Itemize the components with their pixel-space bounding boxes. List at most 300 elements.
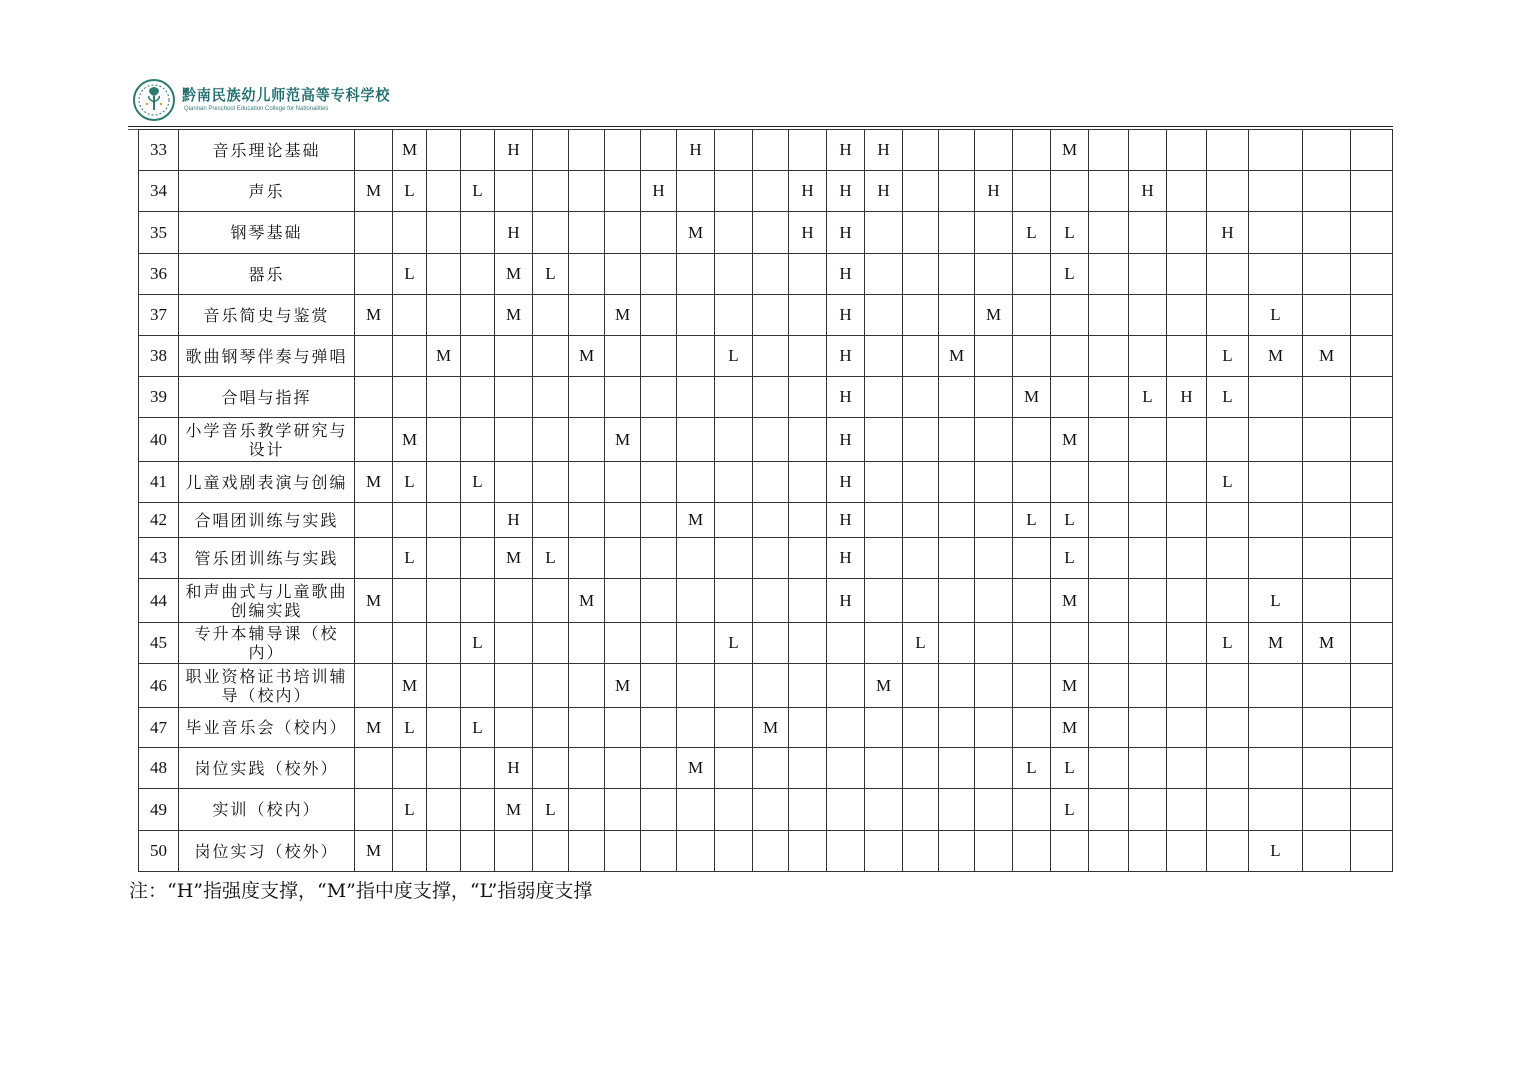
support-level-cell [641, 377, 677, 418]
support-level-cell [1013, 664, 1051, 708]
support-level-cell [939, 418, 975, 462]
support-level-cell [461, 212, 495, 254]
support-level-cell [569, 748, 605, 789]
table-row [139, 377, 1393, 418]
support-level-cell [1249, 171, 1303, 212]
support-level-cell: L [1051, 789, 1089, 831]
support-level-cell: H [827, 171, 865, 212]
support-level-cell [1167, 462, 1207, 503]
support-level-cell [641, 254, 677, 295]
support-level-cell: M [569, 336, 605, 377]
support-level-cell [641, 212, 677, 254]
support-level-cell: H [495, 212, 533, 254]
support-level-cell: L [461, 623, 495, 664]
support-level-cell [939, 212, 975, 254]
support-level-cell [641, 295, 677, 336]
support-level-cell [569, 708, 605, 748]
support-level-cell [677, 831, 715, 872]
row-number: 47 [139, 708, 179, 748]
support-level-cell [753, 831, 789, 872]
support-level-cell: M [495, 789, 533, 831]
support-level-cell [827, 708, 865, 748]
support-level-cell: L [393, 789, 427, 831]
support-level-cell [827, 664, 865, 708]
support-level-cell [1207, 664, 1249, 708]
support-level-cell: L [1207, 623, 1249, 664]
support-level-cell [1013, 254, 1051, 295]
support-level-cell [1013, 708, 1051, 748]
support-level-cell: H [827, 336, 865, 377]
support-level-cell [715, 503, 753, 538]
support-level-cell [461, 418, 495, 462]
table-row [139, 831, 1393, 872]
support-level-cell [1303, 212, 1351, 254]
support-level-cell [1089, 418, 1129, 462]
support-level-cell [903, 130, 939, 171]
row-number: 46 [139, 664, 179, 708]
support-level-cell [715, 831, 753, 872]
support-level-cell [641, 538, 677, 579]
table-row [139, 212, 1393, 254]
support-level-cell [1129, 295, 1167, 336]
support-level-cell [1013, 789, 1051, 831]
course-name: 合唱团训练与实践 [179, 503, 355, 538]
support-level-cell [1351, 336, 1393, 377]
support-level-cell [789, 295, 827, 336]
support-level-cell [1129, 130, 1167, 171]
support-level-cell: L [1207, 377, 1249, 418]
support-level-cell [1207, 254, 1249, 295]
course-name: 实训（校内） [179, 789, 355, 831]
support-level-cell [715, 171, 753, 212]
support-level-cell [939, 503, 975, 538]
support-level-cell [1089, 254, 1129, 295]
school-name-en: Qiannan Preschool Education College for Nationalities [184, 106, 329, 112]
course-name: 音乐简史与鉴赏 [179, 295, 355, 336]
support-level-cell [461, 503, 495, 538]
support-level-cell [1249, 377, 1303, 418]
support-level-cell [1249, 664, 1303, 708]
support-level-cell: M [605, 418, 641, 462]
support-level-cell: M [677, 212, 715, 254]
support-level-cell: M [865, 664, 903, 708]
row-number: 37 [139, 295, 179, 336]
support-level-cell [975, 623, 1013, 664]
support-level-cell: L [393, 708, 427, 748]
support-level-cell [975, 748, 1013, 789]
course-name: 歌曲钢琴伴奏与弹唱 [179, 336, 355, 377]
support-level-cell [975, 462, 1013, 503]
support-level-cell [865, 831, 903, 872]
support-level-cell [939, 748, 975, 789]
support-level-cell: L [1051, 503, 1089, 538]
row-number: 39 [139, 377, 179, 418]
support-level-cell [939, 708, 975, 748]
support-level-cell: H [975, 171, 1013, 212]
support-level-cell [677, 708, 715, 748]
course-name: 岗位实习（校外） [179, 831, 355, 872]
table-row [139, 503, 1393, 538]
support-level-cell [1089, 171, 1129, 212]
support-level-cell [1303, 462, 1351, 503]
support-level-cell: M [355, 708, 393, 748]
support-level-cell [865, 254, 903, 295]
support-level-cell [495, 336, 533, 377]
support-level-cell [569, 623, 605, 664]
support-level-cell [393, 377, 427, 418]
support-level-cell [641, 462, 677, 503]
support-level-cell: M [355, 831, 393, 872]
support-level-cell [1089, 831, 1129, 872]
support-level-cell [427, 664, 461, 708]
support-level-cell [1207, 418, 1249, 462]
support-level-cell [427, 789, 461, 831]
support-level-cell [1351, 418, 1393, 462]
support-level-cell [903, 538, 939, 579]
support-level-cell [939, 295, 975, 336]
support-level-cell [903, 295, 939, 336]
support-level-cell [677, 418, 715, 462]
support-level-cell [533, 831, 569, 872]
support-level-cell: L [1013, 503, 1051, 538]
header-divider [128, 126, 1393, 127]
support-level-cell: L [393, 171, 427, 212]
support-level-cell [461, 254, 495, 295]
support-level-cell: H [827, 503, 865, 538]
support-level-cell [1303, 579, 1351, 623]
support-level-cell [569, 254, 605, 295]
support-level-cell [533, 579, 569, 623]
support-level-cell [1013, 130, 1051, 171]
support-level-cell [1129, 664, 1167, 708]
support-level-cell [939, 664, 975, 708]
support-level-cell: M [939, 336, 975, 377]
support-level-cell [1013, 171, 1051, 212]
support-level-cell: H [1167, 377, 1207, 418]
support-level-cell [1167, 130, 1207, 171]
support-level-cell: L [533, 254, 569, 295]
support-level-cell [569, 377, 605, 418]
support-level-cell [393, 336, 427, 377]
support-level-cell [533, 418, 569, 462]
support-level-cell [1089, 708, 1129, 748]
support-level-cell [1207, 171, 1249, 212]
support-level-cell [1013, 418, 1051, 462]
support-level-cell [1129, 538, 1167, 579]
support-level-cell [605, 254, 641, 295]
support-level-cell [569, 789, 605, 831]
support-level-cell [1351, 254, 1393, 295]
support-level-cell [1303, 538, 1351, 579]
support-level-cell [1249, 130, 1303, 171]
support-level-cell [533, 212, 569, 254]
support-level-cell [427, 708, 461, 748]
support-level-cell [1013, 295, 1051, 336]
support-level-cell [975, 212, 1013, 254]
support-level-cell [495, 831, 533, 872]
support-level-cell: M [1013, 377, 1051, 418]
row-number: 40 [139, 418, 179, 462]
support-level-cell: H [641, 171, 677, 212]
support-level-cell [1207, 708, 1249, 748]
support-level-cell [789, 623, 827, 664]
support-level-cell [715, 538, 753, 579]
support-level-cell: H [495, 503, 533, 538]
support-level-cell [865, 377, 903, 418]
support-level-cell [569, 462, 605, 503]
support-level-cell [1089, 664, 1129, 708]
support-level-cell: L [1249, 579, 1303, 623]
support-level-cell [533, 171, 569, 212]
support-level-cell: M [495, 538, 533, 579]
support-level-cell [939, 831, 975, 872]
support-level-cell [1351, 171, 1393, 212]
support-level-cell [605, 130, 641, 171]
support-level-cell: L [1129, 377, 1167, 418]
support-level-cell [1129, 708, 1167, 748]
support-level-cell: M [753, 708, 789, 748]
support-level-cell: L [1051, 212, 1089, 254]
support-level-cell [1089, 579, 1129, 623]
table-row [139, 664, 1393, 708]
support-level-cell: L [1051, 748, 1089, 789]
table-row [139, 418, 1393, 462]
support-level-cell [461, 377, 495, 418]
support-level-cell [865, 623, 903, 664]
support-level-cell [753, 377, 789, 418]
support-level-cell [393, 503, 427, 538]
support-level-cell: H [827, 212, 865, 254]
support-level-cell [1167, 623, 1207, 664]
support-level-cell: M [427, 336, 461, 377]
support-level-cell [1089, 748, 1129, 789]
support-level-cell: M [605, 295, 641, 336]
table-row [139, 295, 1393, 336]
support-level-cell [975, 377, 1013, 418]
support-level-cell [903, 579, 939, 623]
support-level-cell [427, 462, 461, 503]
support-level-cell [1129, 748, 1167, 789]
support-level-cell [789, 254, 827, 295]
support-level-cell: M [393, 418, 427, 462]
table-row [139, 538, 1393, 579]
support-level-cell [569, 831, 605, 872]
support-level-cell: L [393, 462, 427, 503]
support-level-cell [753, 212, 789, 254]
support-level-cell [1167, 789, 1207, 831]
table-row [139, 462, 1393, 503]
support-level-cell [903, 171, 939, 212]
support-level-cell [1351, 212, 1393, 254]
support-level-cell [427, 254, 461, 295]
support-level-cell: M [1051, 664, 1089, 708]
school-emblem-icon [132, 78, 176, 122]
support-level-cell [715, 212, 753, 254]
support-level-cell: M [355, 579, 393, 623]
support-level-cell [939, 789, 975, 831]
support-level-cell [605, 377, 641, 418]
support-level-cell [533, 377, 569, 418]
support-level-cell [1249, 212, 1303, 254]
support-level-cell [789, 579, 827, 623]
table-row [139, 623, 1393, 664]
support-level-cell [975, 708, 1013, 748]
support-level-cell [1089, 789, 1129, 831]
support-level-cell [789, 418, 827, 462]
support-level-cell [533, 462, 569, 503]
support-level-cell [1207, 748, 1249, 789]
support-level-cell [789, 503, 827, 538]
support-level-cell: L [715, 623, 753, 664]
support-level-cell [1051, 377, 1089, 418]
support-level-cell [827, 789, 865, 831]
support-level-cell [461, 664, 495, 708]
support-level-cell [1089, 377, 1129, 418]
support-level-cell [677, 623, 715, 664]
support-level-cell: L [1249, 831, 1303, 872]
support-level-cell: H [827, 130, 865, 171]
support-level-cell [975, 579, 1013, 623]
support-level-cell [605, 789, 641, 831]
support-level-cell [865, 418, 903, 462]
support-level-cell [1303, 295, 1351, 336]
legend-note: 注：“H”指强度支撑，“M”指中度支撑，“L”指弱度支撑 [129, 880, 593, 902]
support-level-cell [605, 212, 641, 254]
support-level-cell [1129, 579, 1167, 623]
support-level-cell: H [827, 418, 865, 462]
support-level-cell [1207, 503, 1249, 538]
support-level-cell [903, 254, 939, 295]
support-level-cell [903, 462, 939, 503]
support-level-cell [1129, 503, 1167, 538]
support-level-cell [1249, 748, 1303, 789]
support-level-cell [1129, 831, 1167, 872]
support-level-cell [569, 295, 605, 336]
support-level-cell [1351, 789, 1393, 831]
support-level-cell [355, 130, 393, 171]
support-level-cell [1303, 254, 1351, 295]
support-level-cell [605, 336, 641, 377]
support-level-cell [569, 503, 605, 538]
support-level-cell [427, 748, 461, 789]
support-level-cell [753, 295, 789, 336]
support-level-cell [865, 212, 903, 254]
support-level-cell: H [827, 377, 865, 418]
support-level-cell [1089, 295, 1129, 336]
support-level-cell [865, 538, 903, 579]
support-level-cell [605, 623, 641, 664]
support-level-cell [1303, 130, 1351, 171]
course-name: 职业资格证书培训辅导（校内） [179, 664, 355, 708]
row-number: 34 [139, 171, 179, 212]
support-level-cell [715, 579, 753, 623]
support-level-cell [427, 623, 461, 664]
support-level-cell: M [569, 579, 605, 623]
support-level-cell: H [789, 212, 827, 254]
support-level-cell [1249, 538, 1303, 579]
support-level-cell [939, 377, 975, 418]
support-level-cell [975, 503, 1013, 538]
support-level-cell [427, 130, 461, 171]
table-row [139, 708, 1393, 748]
support-level-cell: M [1051, 418, 1089, 462]
course-name: 音乐理论基础 [179, 130, 355, 171]
support-level-cell [903, 418, 939, 462]
support-level-cell [1051, 831, 1089, 872]
support-level-cell [495, 708, 533, 748]
row-number: 38 [139, 336, 179, 377]
support-level-cell [865, 579, 903, 623]
support-level-cell [789, 748, 827, 789]
support-level-cell [1167, 418, 1207, 462]
support-level-cell [1249, 708, 1303, 748]
support-level-cell [355, 748, 393, 789]
support-level-cell [1303, 789, 1351, 831]
support-level-cell [1351, 503, 1393, 538]
support-level-cell [355, 538, 393, 579]
support-level-cell [865, 748, 903, 789]
support-level-cell: L [461, 462, 495, 503]
support-level-cell: L [1051, 538, 1089, 579]
support-level-cell: L [1249, 295, 1303, 336]
support-level-cell [715, 789, 753, 831]
row-number: 36 [139, 254, 179, 295]
support-level-cell [427, 295, 461, 336]
support-level-cell [1013, 462, 1051, 503]
support-level-cell [827, 623, 865, 664]
support-level-cell [975, 254, 1013, 295]
support-level-cell [569, 418, 605, 462]
support-level-cell [975, 538, 1013, 579]
support-level-cell [1351, 538, 1393, 579]
row-number: 42 [139, 503, 179, 538]
support-level-cell [355, 623, 393, 664]
support-level-cell [641, 579, 677, 623]
row-number: 33 [139, 130, 179, 171]
support-level-cell: L [533, 538, 569, 579]
support-level-cell [641, 789, 677, 831]
support-level-cell [715, 377, 753, 418]
support-level-cell [789, 831, 827, 872]
support-level-cell [641, 130, 677, 171]
support-level-cell [1167, 664, 1207, 708]
support-level-cell [641, 623, 677, 664]
support-level-cell: M [355, 171, 393, 212]
support-level-cell: M [975, 295, 1013, 336]
row-number: 41 [139, 462, 179, 503]
support-level-cell [569, 130, 605, 171]
support-level-cell [1303, 748, 1351, 789]
support-level-cell [975, 130, 1013, 171]
support-level-cell [789, 538, 827, 579]
support-level-cell [605, 538, 641, 579]
support-level-cell [605, 708, 641, 748]
support-level-cell [355, 664, 393, 708]
course-name: 儿童戏剧表演与创编 [179, 462, 355, 503]
support-level-cell [1249, 254, 1303, 295]
support-level-cell [461, 295, 495, 336]
support-level-cell [1249, 418, 1303, 462]
course-support-matrix [138, 129, 1393, 872]
support-level-cell [1129, 336, 1167, 377]
support-level-cell [677, 171, 715, 212]
table-row [139, 254, 1393, 295]
support-level-cell [1207, 579, 1249, 623]
support-level-cell [533, 295, 569, 336]
support-level-cell [393, 579, 427, 623]
support-level-cell [1249, 789, 1303, 831]
support-level-cell: H [827, 254, 865, 295]
